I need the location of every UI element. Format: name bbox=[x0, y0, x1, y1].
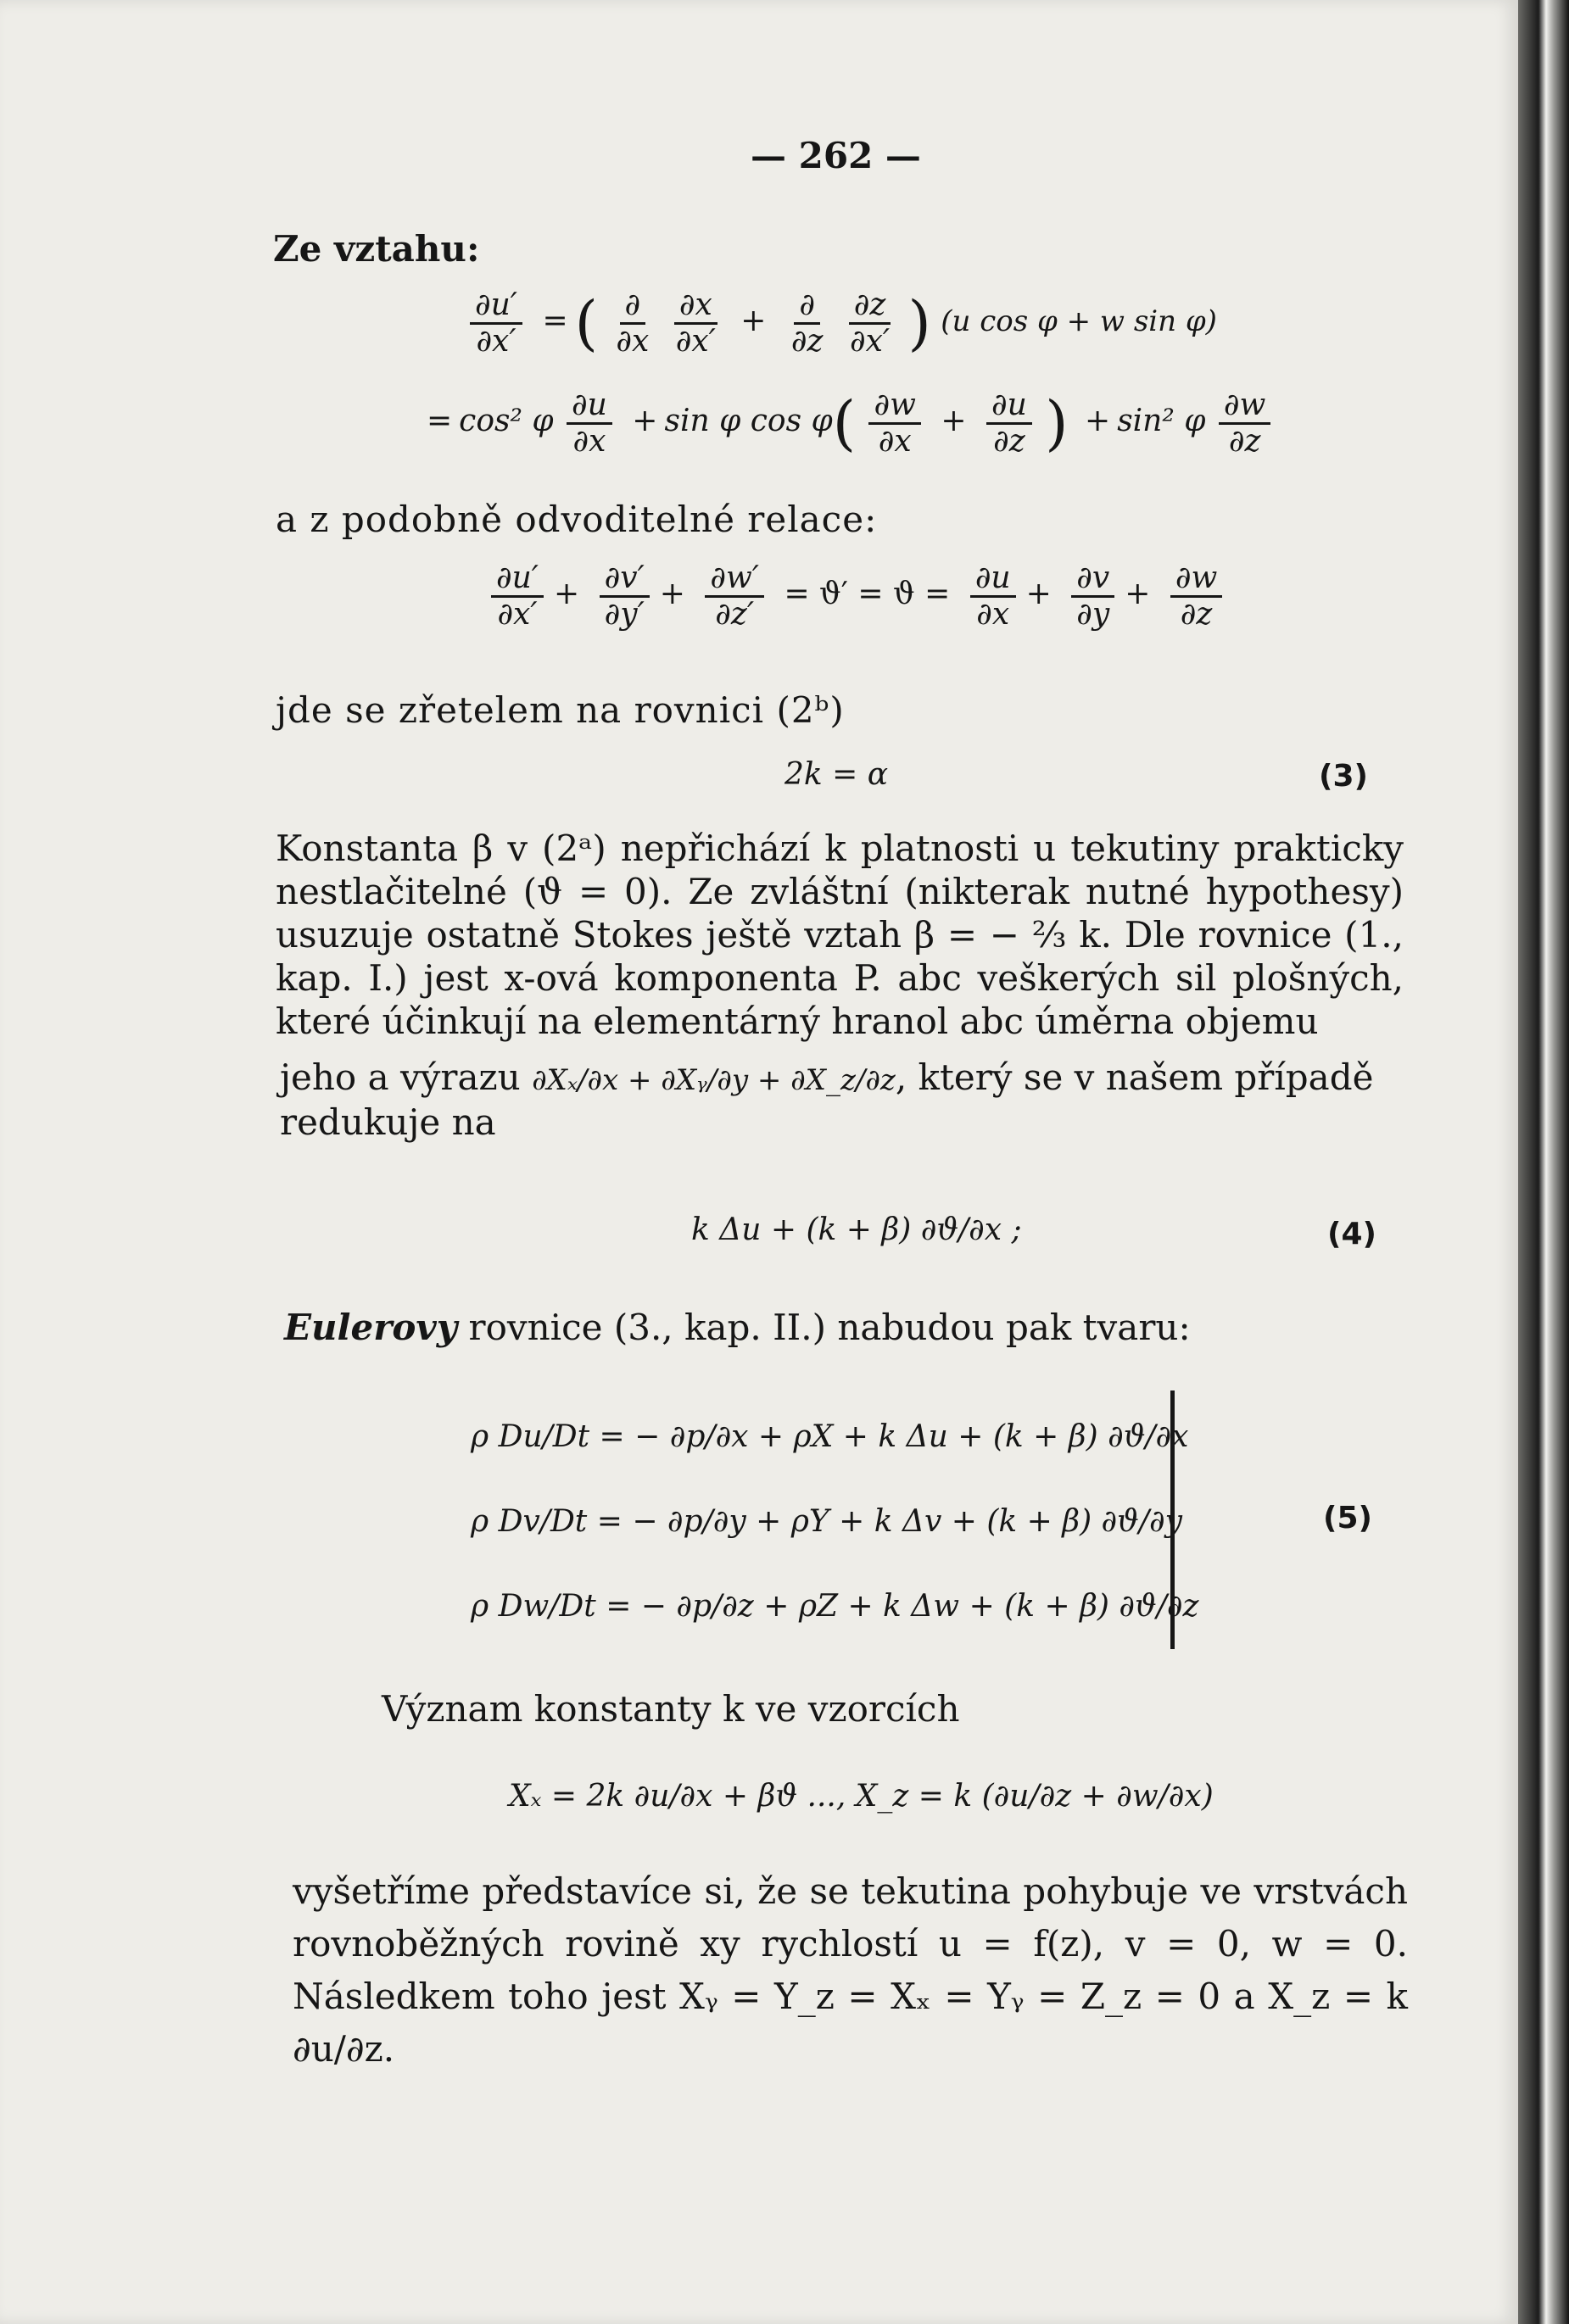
equation-5-number: (5) bbox=[1323, 1501, 1372, 1535]
paragraph-layers: vyšetříme představíce si, že se tekutina pohybuje ve vrstvách rovnoběžných rovině xy rychlostí u = f(z), v = 0, w = 0. Následkem toho jest Xᵧ = Y_z = Xₓ = Yᵧ = Z_z = 0 a X_z = k ∂u/∂z. bbox=[293, 1870, 1408, 2070]
equation-3-intro: jde se zřetelem na rovnici (2ᵇ) bbox=[276, 689, 845, 731]
equation-3: 2k = α bbox=[784, 757, 889, 792]
intro-text: Ze vztahu: bbox=[273, 228, 480, 270]
equation-1-line-1: $\frac{\partial u'}{\partial x'}$ = ( $\frac{\partial}{\partial x}$ $\frac{\partial x}{\partial x'}$ + $\frac{\partial}{\partial z}$ $\frac{\partial z}{\partial x'}$ ) (u cos φ + w sin φ) bbox=[466, 288, 1230, 382]
divergence-expression: ∂Xₓ/∂x + ∂Xᵧ/∂y + ∂X_z/∂z bbox=[532, 1063, 896, 1097]
equation-5-line-3: ρ Dw/Dt = − ∂p/∂z + ρZ + k Δw + (k + β) ∂ϑ/∂z bbox=[471, 1589, 1199, 1624]
equation-5-system bbox=[471, 1395, 1198, 1649]
equation-6: Xₓ = 2k ∂u/∂x + βϑ ..., X_z = k (∂u/∂z + ∂w/∂x) bbox=[509, 1779, 1214, 1814]
euler-intro bbox=[284, 1306, 1191, 1351]
equation-5-line-2: ρ Dv/Dt = − ∂p/∂y + ρY + k Δv + (k + β) ∂ϑ/∂y bbox=[471, 1504, 1182, 1539]
euler-intro-rest: rovnice (3., kap. II.) nabudou pak tvaru: bbox=[457, 1307, 1191, 1348]
equation-5-line-1: ρ Du/Dt = − ∂p/∂x + ρX + k Δu + (k + β) ∂ϑ/∂x bbox=[471, 1419, 1189, 1454]
equation-1-line-2: = cos² φ $\frac{\partial u}{\partial x}$ + sin φ cos φ( $\frac{\partial w}{\partial x}$ + $\frac{\partial u}{\partial z}$ ) + sin² φ $\frac{\partial w}{\partial z}$ bbox=[420, 388, 1268, 482]
paragraph-expression-suffix: , který se v našem případě redukuje na bbox=[280, 1056, 1374, 1143]
equation-5-brace bbox=[1170, 1390, 1175, 1649]
paragraph-constant-beta: Konstanta β v (2ᵃ) nepřichází k platnosti u tekutiny prakticky nestlačitelné (ϑ = 0). Ze zvláštní (nikterak nutné hypothesy) usuzuje ostatně Stokes ještě vztah β = − ⅔ k. Dle rovnice (1., kap. I.) jest x-ová komponenta P. abc veškerých sil plošných, které účinkují na elementárný hranol abc úměrna objemu bbox=[276, 828, 1404, 1042]
equation-4-number: (4) bbox=[1327, 1217, 1376, 1251]
similar-relation-text: a z podobně odvoditelné relace: bbox=[276, 499, 878, 540]
meaning-intro: Význam konstanty k ve vzorcích bbox=[382, 1688, 960, 1730]
book-binding bbox=[1518, 0, 1569, 2324]
euler-name: Eulerovy bbox=[284, 1307, 458, 1348]
equation-3-number: (3) bbox=[1319, 759, 1368, 794]
equation-4: k Δu + (k + β) ∂ϑ/∂x ; bbox=[691, 1212, 1022, 1247]
equation-2: $\frac{\partial u'}{\partial x'}$ + $\frac{\partial v'}{\partial y'}$ + $\frac{\partial w'}{\partial z'}$ = ϑ′ = ϑ = $\frac{\partial u}{\partial x}$ + $\frac{\partial v}{\partial y}$ + $\frac{\partial w}{\partial z}$ bbox=[488, 561, 1251, 655]
page-number: — 262 — bbox=[751, 135, 921, 176]
paragraph-expression bbox=[280, 1056, 1408, 1145]
paragraph-expression-prefix: jeho a výrazu bbox=[280, 1056, 521, 1098]
